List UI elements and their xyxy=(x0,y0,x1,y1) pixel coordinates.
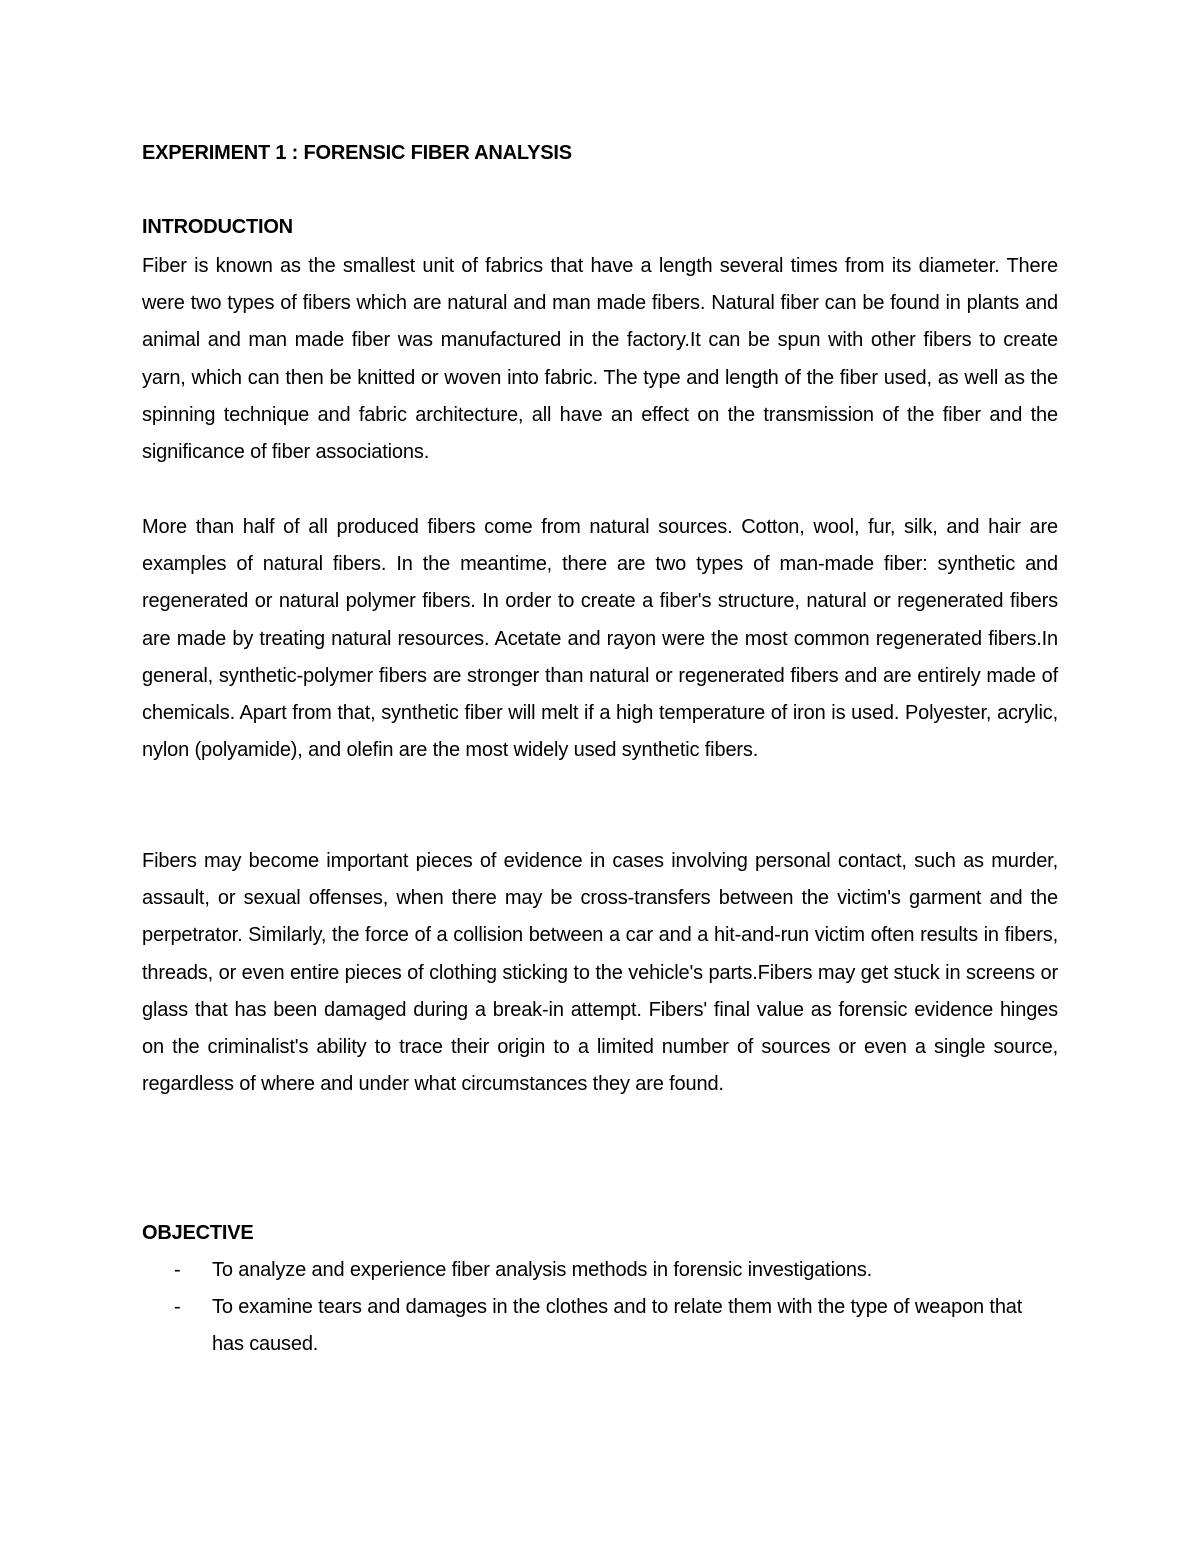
introduction-paragraph-1: Fiber is known as the smallest unit of fabrics that have a length several times from its diameter. There were two types of fibers which are natural and man made fibers. Natural fiber can be found in plants and animal and man made fiber was manufactured in the factory.It can be spun with other fibers to create yarn, which can then be knitted or woven into fabric. The type and length of the fiber used, as well as the spinning technique and fabric architecture, all have an effect on the transmission of the fiber and the significance of fiber associations. xyxy=(142,255,1058,464)
document-title: EXPERIMENT 1 : FORENSIC FIBER ANALYSIS xyxy=(142,142,572,164)
introduction-heading: INTRODUCTION xyxy=(142,216,293,238)
bullet-dash: - xyxy=(174,1259,181,1281)
objective-heading: OBJECTIVE xyxy=(142,1222,254,1244)
objective-item-text: To analyze and experience fiber analysis methods in forensic investigations. xyxy=(212,1259,873,1281)
bullet-dash: - xyxy=(174,1296,181,1319)
objective-item xyxy=(142,1289,1058,1363)
introduction-paragraph-3: Fibers may become important pieces of evidence in cases involving personal contact, such as murder, assault, or sexual offenses, when there may be cross-transfers between the victim's garment and the perpetrator. Similarly, the force of a collision between a car and a hit-and-run victim often results in fibers, threads, or even entire pieces of clothing sticking to the vehicle's parts.Fibers may get stuck in screens or glass that has been damaged during a break-in attempt. Fibers' final value as forensic evidence hinges on the criminalist's ability to trace their origin to a limited number of sources or even a single source, regardless of where and under what circumstances they are found. xyxy=(142,850,1058,1096)
objective-item-text: To examine tears and damages in the clothes and to relate them with the type of weapon that has caused. xyxy=(212,1296,1023,1356)
introduction-paragraph-2: More than half of all produced fibers come from natural sources. Cotton, wool, fur, silk, and hair are examples of natural fibers. In the meantime, there are two types of man-made fiber: synthetic and regenerated or natural polymer fibers. In order to create a fiber's structure, natural or regenerated fibers are made by treating natural resources. Acetate and rayon were the most common regenerated fibers.In general, synthetic-polymer fibers are stronger than natural or regenerated fibers and are entirely made of chemicals. Apart from that, synthetic fiber will melt if a high temperature of iron is used. Polyester, acrylic, nylon (polyamide), and olefin are the most widely used synthetic fibers. xyxy=(142,516,1058,762)
objective-list xyxy=(142,1252,1058,1364)
objective-item xyxy=(142,1252,1058,1289)
